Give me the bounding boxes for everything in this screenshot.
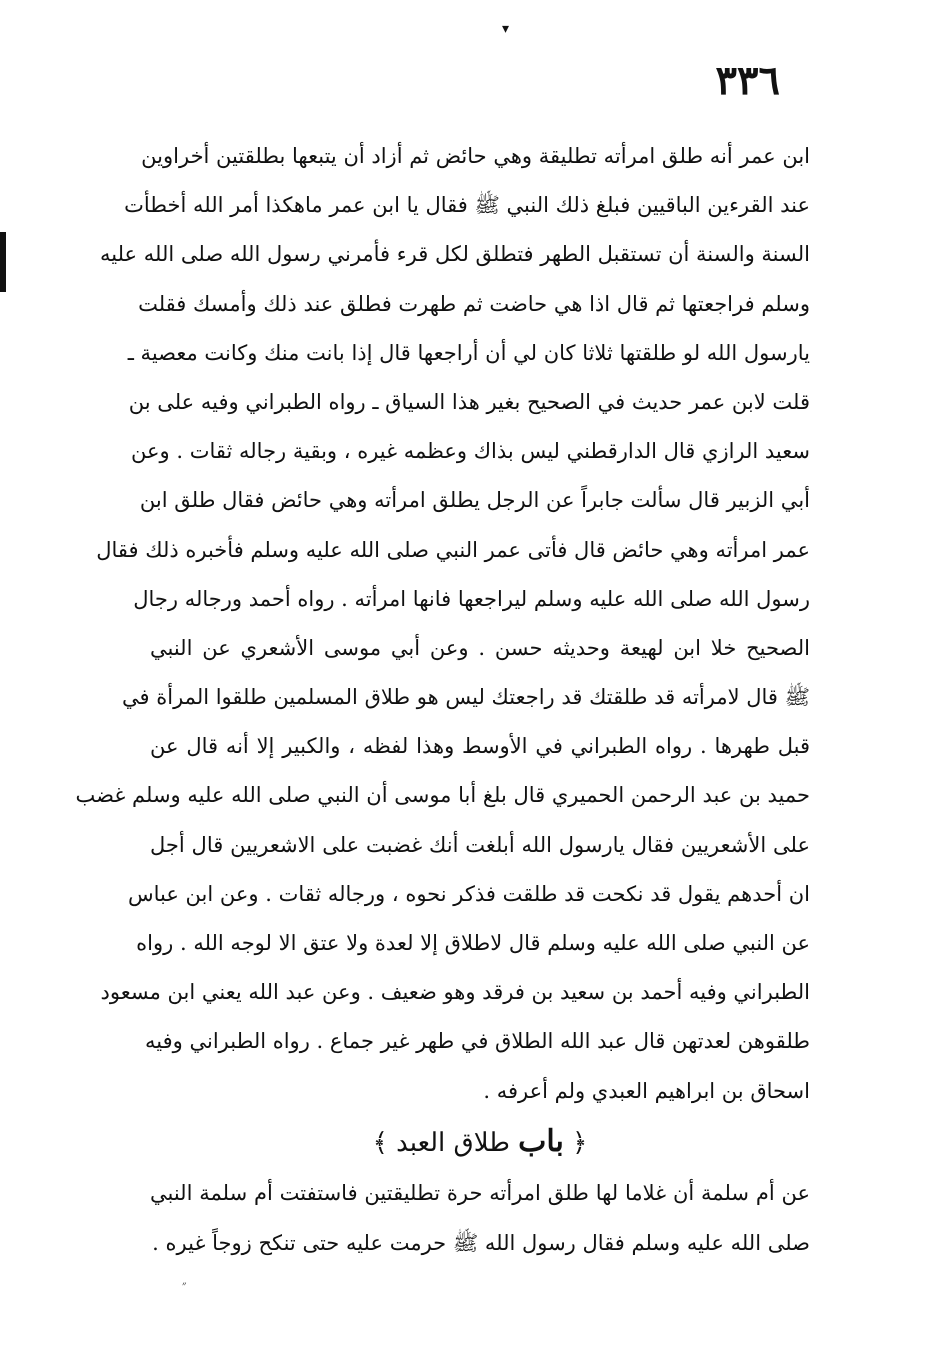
text-line: ﷺ قال لامرأته قد طلقتك قد راجعتك ليس هو طلاق المسلمين طلقوا المرأة في <box>122 685 810 710</box>
text-line: يارسول الله لو طلقتها ثلاثا كان لي أن أراجعها قال إذا بانت منك وكانت معصية ـ <box>127 340 810 365</box>
margin-bar <box>0 232 6 292</box>
heading-bracket-open: ﴿ <box>572 1128 588 1158</box>
section-heading <box>330 1116 630 1169</box>
text-line: الطبراني وفيه أحمد بن سعيد بن فرقد وهو ضعيف . وعن عبد الله يعني ابن مسعود <box>100 980 810 1005</box>
bottom-mark: ״ <box>182 1278 187 1292</box>
text-line: عمر امرأته وهي حائض قال فأتى عمر النبي صلى الله عليه وسلم فأخبره ذلك فقال <box>96 537 810 562</box>
text-line: طلقوهن لعدتهن قال عبد الله الطلاق في طهر غير جماع . رواه الطبراني وفيه <box>145 1029 810 1054</box>
text-line: رسول الله صلى الله عليه وسلم ليراجعها فانها امرأته . رواه أحمد ورجاله رجال <box>133 586 810 611</box>
text-line: ان أحدهم يقول قد نكحت قد طلقت فذكر نحوه ، ورجاله ثقات . وعن ابن عباس <box>127 881 810 906</box>
heading-title: طلاق العبد <box>396 1128 510 1158</box>
text-line: عن النبي صلى الله عليه وسلم قال لاطلاق إلا لعدة ولا عتق الا لوجه الله . رواه <box>136 931 810 955</box>
text-line: عن أم سلمة أن غلاما لها طلق امرأته حرة تطليقتين فاستفتت أم سلمة النبي <box>150 1181 810 1205</box>
text-line: قلت لابن عمر حديث في الصحيح بغير هذا السياق ـ رواه الطبراني وفيه على بن <box>128 389 810 414</box>
text-line: السنة والسنة أن تستقبل الطهر فتطلق لكل قرء فأمرني رسول الله صلى الله عليه <box>100 242 810 267</box>
text-line: ابن عمر أنه طلق امرأته تطليقة وهي حائض ثم أزاد أن يتبعها بطلقتين أخراوين <box>141 144 810 168</box>
heading-bracket-close: ﴾ <box>372 1128 388 1158</box>
text-line: قبل طهرها . رواه الطبراني في الأوسط وهذا لفظه ، والكبير إلا أنه قال عن <box>150 734 810 759</box>
text-line: اسحاق بن ابراهيم العبدي ولم أعرفه . <box>483 1078 810 1103</box>
text-line: على الأشعريين فقال يارسول الله أبلغت أنك غضبت على الاشعريين قال أجل <box>150 832 810 857</box>
body-text <box>75 132 810 1116</box>
text-line: سعيد الرازي قال الدارقطني ليس بذاك وعظمه غيره ، وبقية رجاله ثقات . وعن <box>131 439 810 464</box>
text-line: الصحيح خلا ابن لهيعة وحديثه حسن . وعن أبي موسى الأشعري عن النبي <box>150 635 810 660</box>
top-mark: ▾ <box>502 21 510 37</box>
page-number: ٣٣٦ <box>715 57 780 104</box>
text-line: أبي الزبير قال سألت جابراً عن الرجل يطلق امرأته وهي حائض فقال طلق ابن <box>139 488 810 513</box>
heading-chapter-word: باب <box>518 1124 564 1159</box>
text-line: عند القرءين الباقيين فبلغ ذلك النبي ﷺ فقال يا ابن عمر ماهكذا أمر الله أخطأت <box>124 193 810 218</box>
text-line: صلى الله عليه وسلم فقال رسول الله ﷺ حرمت عليه حتى تنكح زوجاً غيره . <box>152 1231 810 1255</box>
text-line: وسلم فراجعتها ثم قال اذا هي حاضت ثم طهرت فطلق عند ذلك وأمسك فقلت <box>138 291 810 316</box>
section-text <box>150 1168 810 1268</box>
text-line: حميد بن عبد الرحمن الحميري قال بلغ أبا موسى أن النبي صلى الله عليه وسلم غضب <box>75 783 810 808</box>
